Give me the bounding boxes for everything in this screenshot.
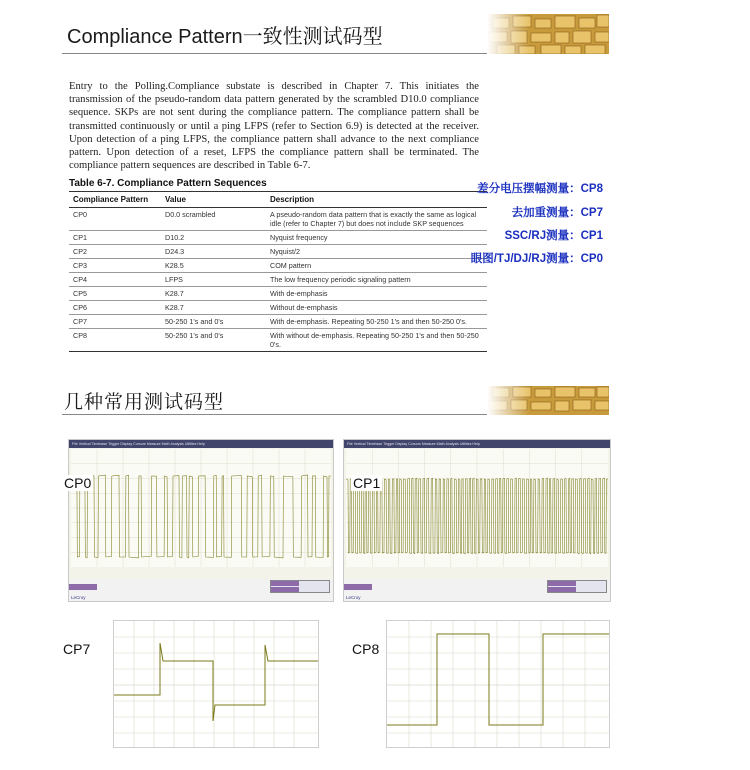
scope-status-bar (69, 579, 333, 601)
page-title: Compliance Pattern一致性测试码型 (67, 26, 383, 48)
table-cell: CP0 (69, 208, 161, 231)
table-cell: CP4 (69, 273, 161, 287)
table-cell: The low frequency periodic signaling pattern (266, 273, 487, 287)
table-row (69, 231, 487, 245)
scope-status-bar (344, 579, 610, 601)
table-cell: LFPS (161, 273, 266, 287)
table-cell: CP1 (69, 231, 161, 245)
waveform-grid (346, 449, 608, 567)
cp1-waveform (346, 449, 608, 567)
timebase-panel[interactable] (547, 580, 607, 593)
cp0-waveform (71, 449, 331, 567)
column-header: Description (266, 192, 487, 208)
table-cell: With de-emphasis. Repeating 50-250 1's and then 50-250 0's. (266, 315, 487, 329)
scope-screen-cp1 (343, 439, 611, 602)
cp8-plot (386, 620, 610, 748)
table-cell: K28.5 (161, 259, 266, 273)
table-cell: K28.7 (161, 287, 266, 301)
table-cell: D24.3 (161, 245, 266, 259)
table-cell: With de-emphasis (266, 287, 487, 301)
table-row (69, 301, 487, 315)
table-row (69, 208, 487, 231)
waveform-label-cp1: CP1 (353, 475, 381, 491)
note-cp8: 差分电压摆幅测量：CP8 (477, 183, 603, 195)
waveform-label-cp8: CP8 (352, 641, 380, 657)
table-header-row (69, 192, 487, 208)
gold-chip-banner (487, 14, 609, 54)
table-caption: Table 6-7. Compliance Pattern Sequences (69, 178, 267, 189)
scope-screen-cp0 (68, 439, 334, 602)
table-cell: CP8 (69, 329, 161, 352)
scope-menubar[interactable]: File Vertical Timebase Trigger Display Cursors Measure Math Analysis Utilities Help (69, 440, 333, 448)
timebase-panel[interactable] (270, 580, 330, 593)
note-cp7: 去加重测量：CP7 (511, 207, 603, 219)
table-cell: Nyquist frequency (266, 231, 487, 245)
table-cell: CP7 (69, 315, 161, 329)
section-title: 几种常用测试码型 (64, 391, 225, 413)
scope-menubar[interactable]: File Vertical Timebase Trigger Display Cursors Measure Math Analysis Utilities Help (344, 440, 610, 448)
table-row (69, 329, 487, 352)
cp7-waveform (114, 621, 318, 747)
intro-paragraph: Entry to the Polling.Compliance substate is described in Chapter 7. This initiates the transmission of the pseudo-random data pattern generated by the scrambled D10.0 compliance sequence. SKPs are not sent during the compliance pattern. The compliance pattern shall be transmitted continuously or until a ping LFPS (refer to Section 6.9) is detected at the receiver. Upon detection of a ping LFPS, the compliance pattern shall advance to the next compliance pattern. Upon detection of a reset, LFPS the compliance pattern shall be terminated. The compliance pattern sequences are described in Table 6-7. (69, 81, 479, 172)
waveform-grid (71, 449, 331, 567)
cp8-waveform (387, 621, 609, 747)
column-header: Value (161, 192, 266, 208)
table-cell: 50-250 1's and 0's (161, 329, 266, 352)
gold-chip-banner-2 (487, 386, 609, 415)
table-cell: Nyquist/2 (266, 245, 487, 259)
channel-badge (69, 584, 97, 590)
scope-brand: LeCroy (346, 595, 361, 600)
channel-badge (344, 584, 372, 590)
table-cell: A pseudo-random data pattern that is exactly the same as logical idle (refer to Chapter 7) but does not include SKP sequences (266, 208, 487, 231)
column-header: Compliance Pattern (69, 192, 161, 208)
table-cell: D10.2 (161, 231, 266, 245)
table-row (69, 259, 487, 273)
table-cell: K28.7 (161, 301, 266, 315)
table-cell: D0.0 scrambled (161, 208, 266, 231)
table-cell: 50-250 1's and 0's (161, 315, 266, 329)
table-row (69, 315, 487, 329)
waveform-label-cp0: CP0 (64, 475, 92, 491)
note-cp1: SSC/RJ测量：CP1 (504, 230, 603, 242)
table-cell: CP2 (69, 245, 161, 259)
cp7-plot (113, 620, 319, 748)
table-cell: CP3 (69, 259, 161, 273)
table-cell: CP5 (69, 287, 161, 301)
table-row (69, 287, 487, 301)
table-cell: CP6 (69, 301, 161, 315)
table-cell: COM pattern (266, 259, 487, 273)
compliance-pattern-table (69, 191, 487, 352)
waveform-label-cp7: CP7 (63, 641, 91, 657)
scope-brand: LeCroy (71, 595, 86, 600)
table-row (69, 245, 487, 259)
table-row (69, 273, 487, 287)
note-cp0: 眼图/TJ/DJ/RJ测量：CP0 (470, 253, 603, 265)
table-cell: With without de-emphasis. Repeating 50-250 1's and then 50-250 0's. (266, 329, 487, 352)
table-cell: Without de-emphasis (266, 301, 487, 315)
